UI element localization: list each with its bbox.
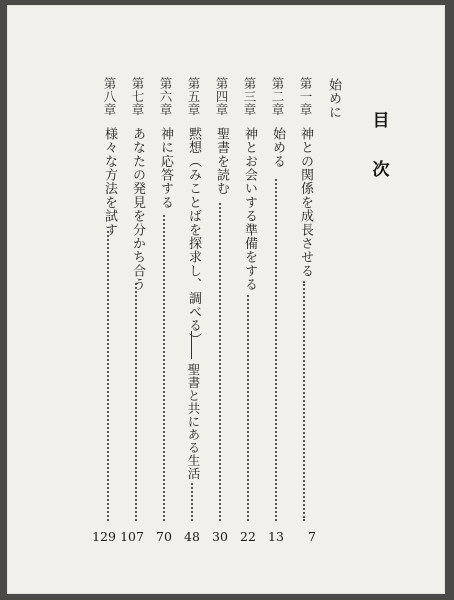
- chapter-3-leader: [247, 295, 249, 521]
- book-page: [7, 5, 445, 594]
- chapter-1-leader: [303, 281, 305, 521]
- chapter-3-title: 神とお会いする準備をする: [242, 127, 257, 292]
- chapter-5-leader: [191, 483, 193, 521]
- chapter-6-leader: [163, 215, 165, 521]
- chapter-5-subtitle: 聖書と共にある生活: [186, 363, 201, 480]
- chapter-6-title: 神に応答する: [158, 127, 173, 210]
- chapter-5-title: 黙想（みことばを探求し、調べる）: [186, 127, 201, 347]
- chapter-8-label: 第八章: [102, 77, 117, 116]
- chapter-4-label: 第四章: [214, 77, 229, 116]
- chapter-8-title: 様々な方法を試す: [102, 127, 117, 237]
- chapter-2-page: 22: [240, 529, 256, 544]
- chapter-7-page: 129: [92, 529, 116, 544]
- chapter-3-page: 30: [212, 529, 228, 544]
- chapter-3-label: 第三章: [242, 77, 257, 116]
- chapter-4-page: 48: [184, 529, 200, 544]
- chapter-1-label: 第一章: [298, 77, 313, 116]
- intro-title: 始めに: [326, 78, 341, 120]
- chapter-4-leader: [219, 203, 221, 521]
- chapter-7-leader: [135, 283, 137, 521]
- chapter-7-title: あなたの発見を分かち合う: [130, 127, 145, 292]
- chapter-2-leader: [275, 179, 277, 521]
- chapter-2-title: 始める: [270, 127, 285, 169]
- chapter-6-page: 107: [120, 529, 144, 544]
- chapter-2-label: 第二章: [270, 77, 285, 116]
- chapter-8-leader: [107, 231, 109, 521]
- toc-heading-char-1: 目: [372, 111, 390, 131]
- toc-heading: [369, 113, 393, 179]
- chapter-5-page: 70: [156, 529, 172, 544]
- chapter-6-label: 第六章: [158, 77, 173, 116]
- chapter-4-title: 聖書を読む: [214, 127, 229, 196]
- chapter-5-dash: [191, 331, 192, 359]
- chapter-1-title: 神との関係を成長させる: [298, 127, 313, 278]
- toc-heading-char-2: 次: [372, 160, 390, 180]
- intro-page: 7: [308, 529, 316, 544]
- chapter-1-page: 13: [268, 529, 284, 544]
- chapter-5-label: 第五章: [186, 77, 201, 116]
- chapter-7-label: 第七章: [130, 77, 145, 116]
